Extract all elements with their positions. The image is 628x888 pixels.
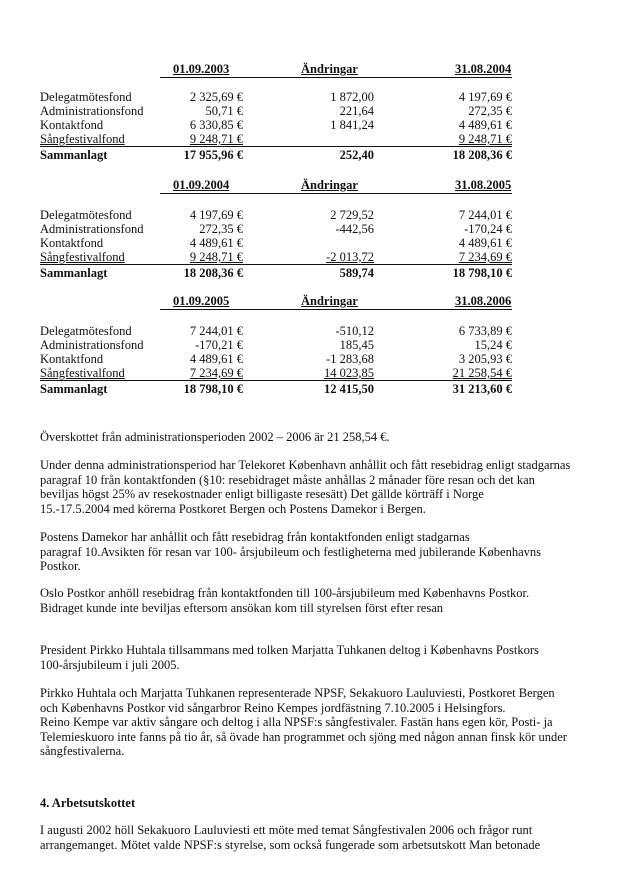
table-row	[0, 250, 628, 264]
change-total: 12 415,50	[324, 382, 374, 396]
end-total: 18 208,36 €	[452, 148, 512, 162]
table-row	[0, 118, 628, 132]
start-value: 7 234,69 €	[189, 366, 243, 380]
end-value: 7 234,69 €	[458, 250, 512, 264]
fund-label: Administrationsfond	[40, 104, 144, 118]
start-total: 18 798,10 €	[183, 382, 243, 396]
change-value: -442,56	[335, 222, 374, 236]
fund-label: Delegatmötesfond	[40, 208, 132, 222]
end-value: 4 489,61 €	[458, 118, 512, 132]
change-value: 14 023,85	[324, 366, 374, 380]
header-rule	[160, 193, 512, 194]
total-row	[0, 148, 628, 162]
column-header-end: 31.08.2005	[455, 178, 512, 192]
total-row	[0, 382, 628, 396]
change-value: 221,64	[339, 104, 374, 118]
total-label: Sammanlagt	[40, 148, 108, 162]
start-value: 4 489,61 €	[189, 352, 243, 366]
end-value: 272,35 €	[468, 104, 512, 118]
fund-label: Administrationsfond	[40, 338, 144, 352]
start-value: 4 489,61 €	[189, 236, 243, 250]
table-row	[0, 338, 628, 352]
change-value: -510,12	[335, 324, 374, 338]
start-value: 6 330,85 €	[189, 118, 243, 132]
change-value: -1 283,68	[326, 352, 374, 366]
table-row	[0, 236, 628, 250]
header-rule	[160, 309, 512, 310]
change-total: 252,40	[339, 148, 374, 162]
fund-label: Kontaktfond	[40, 236, 104, 250]
start-value: 50,71 €	[205, 104, 243, 118]
end-value: 21 258,54 €	[452, 366, 512, 380]
table-row	[0, 324, 628, 338]
change-total: 589,74	[339, 266, 374, 280]
end-total: 18 798,10 €	[452, 266, 512, 280]
sum-rule	[40, 146, 512, 147]
table-row	[0, 222, 628, 236]
column-header-change: Ändringar	[301, 62, 358, 76]
sum-rule	[40, 380, 512, 381]
end-total: 31 213,60 €	[452, 382, 512, 396]
end-value: -170,24 €	[464, 222, 512, 236]
fund-label: Delegatmötesfond	[40, 324, 132, 338]
start-total: 18 208,36 €	[183, 266, 243, 280]
fund-label: Sångfestivalfond	[40, 250, 125, 264]
change-value: -2 013,72	[326, 250, 374, 264]
end-value: 6 733,89 €	[458, 324, 512, 338]
telekoret-paragraph: Under denna administrationsperiod har Telekoret København anhållit och fått resebidrag enligt stadgarnas paragraf 10 från kontaktfonden (§10: resebidraget måste anhållas 2 månader före resan och det kan beviljas högst 25% av resekostnader enligt billigaste resesätt) Det gällde körträff i Norge 15.-17.5.2004 med körerna Postkoret Bergen och Postens Damekor i Bergen.	[40, 458, 571, 516]
table-row	[0, 90, 628, 104]
header-rule	[160, 77, 512, 78]
reino-kempe-paragraph: Pirkko Huhtala och Marjatta Tuhkanen representerade NPSF, Sekakuoro Lauluviesti, Postkoret Bergen och Københavns Postkor vid sångarbror Reino Kempes jordfästning 7.10.2005 i Helsingfors. Reino Kempe var aktiv sångare och deltog i alla NPSF:s sångfestivaler. Fastän hans egen kör, Posti- ja Telemieskuoro inte fanns på tio år, så övade han programmet och sjöng med någon annan finsk kör under sångfestivalerna.	[40, 686, 567, 758]
change-value: 1 841,24	[330, 118, 374, 132]
end-value: 7 244,01 €	[458, 208, 512, 222]
surplus-paragraph: Överskottet från administrationsperioden 2002 – 2006 är 21 258,54 €.	[40, 430, 390, 444]
start-value: 9 248,71 €	[189, 250, 243, 264]
postens-damekor-paragraph: Postens Damekor har anhållit och fått resebidrag från kontaktfonden enligt stadgarnas paragraf 10.Avsikten för resan var 100- årsjubileum och festligheterna med jubilerande Københavns Postkor.	[40, 530, 541, 573]
column-header-end: 31.08.2006	[455, 294, 512, 308]
table-row	[0, 352, 628, 366]
end-value: 4 197,69 €	[458, 90, 512, 104]
column-header-start: 01.09.2005	[173, 294, 230, 308]
fund-label: Sångfestivalfond	[40, 366, 125, 380]
fund-label: Sångfestivalfond	[40, 132, 125, 146]
section-heading: 4. Arbetsutskottet	[40, 796, 136, 810]
column-header-change: Ändringar	[301, 178, 358, 192]
start-value: -170,21 €	[195, 338, 243, 352]
president-paragraph: President Pirkko Huhtala tillsammans med tolken Marjatta Tuhkanen deltog i Københavns Postkors 100-årsjubileum i juli 2005.	[40, 643, 539, 672]
total-row	[0, 266, 628, 280]
start-total: 17 955,96 €	[183, 148, 243, 162]
table-row	[0, 366, 628, 380]
column-header-change: Ändringar	[301, 294, 358, 308]
oslo-postkor-paragraph: Oslo Postkor anhöll resebidrag från kontaktfonden till 100-årsjubileum med Københavns Postkor. Bidraget kunde inte beviljas eftersom ansökan kom till styrelsen först efter resan	[40, 586, 530, 615]
column-header-start: 01.09.2004	[173, 178, 230, 192]
arbetsutskottet-paragraph: I augusti 2002 höll Sekakuoro Lauluviesti ett möte med temat Sångfestivalen 2006 och frågor runt arrangemanget. Mötet valde NPSF:s styrelse, som också fungerade som arbetsutskott Man betonade	[40, 823, 541, 852]
fund-label: Delegatmötesfond	[40, 90, 132, 104]
start-value: 9 248,71 €	[189, 132, 243, 146]
fund-label: Administrationsfond	[40, 222, 144, 236]
end-value: 9 248,71 €	[458, 132, 512, 146]
table-row	[0, 208, 628, 222]
table-row	[0, 132, 628, 146]
column-header-start: 01.09.2003	[173, 62, 230, 76]
fund-label: Kontaktfond	[40, 118, 104, 132]
end-value: 3 205,93 €	[458, 352, 512, 366]
end-value: 15,24 €	[474, 338, 512, 352]
start-value: 7 244,01 €	[189, 324, 243, 338]
total-label: Sammanlagt	[40, 382, 108, 396]
total-label: Sammanlagt	[40, 266, 108, 280]
column-header-end: 31.08.2004	[455, 62, 512, 76]
change-value: 2 729,52	[330, 208, 374, 222]
end-value: 4 489,61 €	[458, 236, 512, 250]
start-value: 272,35 €	[199, 222, 243, 236]
change-value: 1 872,00	[330, 90, 374, 104]
start-value: 4 197,69 €	[189, 208, 243, 222]
sum-rule	[40, 264, 512, 265]
fund-label: Kontaktfond	[40, 352, 104, 366]
change-value: 185,45	[339, 338, 374, 352]
table-row	[0, 104, 628, 118]
start-value: 2 325,69 €	[189, 90, 243, 104]
